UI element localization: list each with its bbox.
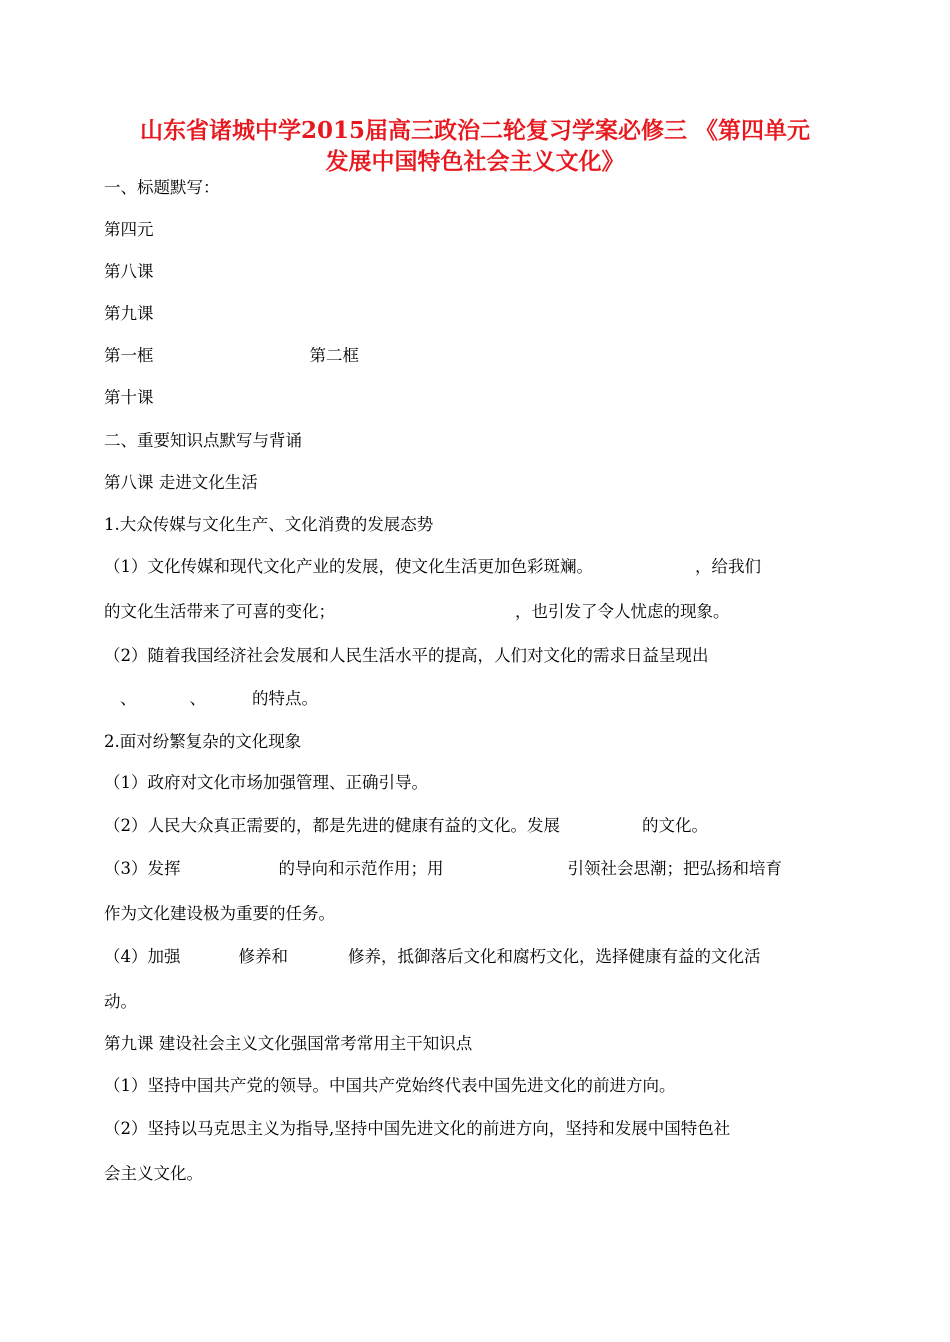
lesson-9-title: 第九课 建设社会主义文化强国常考常用主干知识点 — [104, 1034, 473, 1053]
section-1-heading: 一、标题默写： — [104, 178, 220, 197]
point-1-2-line-1: （2）随着我国经济社会发展和人民生活水平的提高，人们对文化的需求日益呈现出 — [104, 646, 709, 665]
lesson-8-label: 第八课 — [104, 262, 154, 281]
point-1-title: 1.大众传媒与文化生产、文化消费的发展态势 — [104, 515, 434, 534]
point-1-1-line-1: （1）文化传媒和现代文化产业的发展，使文化生活更加色彩斑斓。 ，给我们 — [104, 557, 761, 576]
point-9-2-line-1: （2）坚持以马克思主义为指导,坚持中国先进文化的前进方向，坚持和发展中国特色社 — [104, 1119, 731, 1138]
point-2-3-line-2: 作为文化建设极为重要的任务。 — [104, 904, 335, 923]
point-2-4-line-2: 动。 — [104, 992, 137, 1011]
document-title — [104, 115, 846, 177]
point-1-2-line-2: 、 、 的特点。 — [120, 689, 318, 708]
lesson-9-label: 第九课 — [104, 304, 154, 323]
point-2-2: （2）人民大众真正需要的，都是先进的健康有益的文化。发展 的文化。 — [104, 816, 708, 835]
frame-2-label: 第二框 — [309, 346, 359, 365]
frame-1-label: 第一框 — [104, 346, 154, 365]
point-1-1-line-2: 的文化生活带来了可喜的变化； ，也引发了令人忧虑的现象。 — [104, 602, 730, 621]
point-2-title: 2.面对纷繁复杂的文化现象 — [104, 732, 302, 751]
frame-row — [104, 345, 846, 367]
point-9-1: （1）坚持中国共产党的领导。中国共产党始终代表中国先进文化的前进方向。 — [104, 1076, 676, 1095]
unit-label: 第四元 — [104, 220, 154, 239]
lesson-10-label: 第十课 — [104, 388, 154, 407]
point-2-3-line-1: （3）发挥 的导向和示范作用；用 引领社会思潮；把弘扬和培育 — [104, 859, 782, 878]
title-line-1: 山东省诸城中学2015届高三政治二轮复习学案必修三 《第四单元 — [139, 117, 811, 144]
lesson-8-title: 第八课 走进文化生活 — [104, 473, 258, 492]
point-9-2-line-2: 会主义文化。 — [104, 1164, 203, 1183]
point-2-4-line-1: （4）加强 修养和 修养，抵御落后文化和腐朽文化，选择健康有益的文化活 — [104, 947, 761, 966]
section-2-heading: 二、重要知识点默写与背诵 — [104, 431, 302, 450]
title-line-2: 发展中国特色社会主义文化》 — [325, 148, 625, 175]
point-2-1: （1）政府对文化市场加强管理、正确引导。 — [104, 773, 428, 792]
